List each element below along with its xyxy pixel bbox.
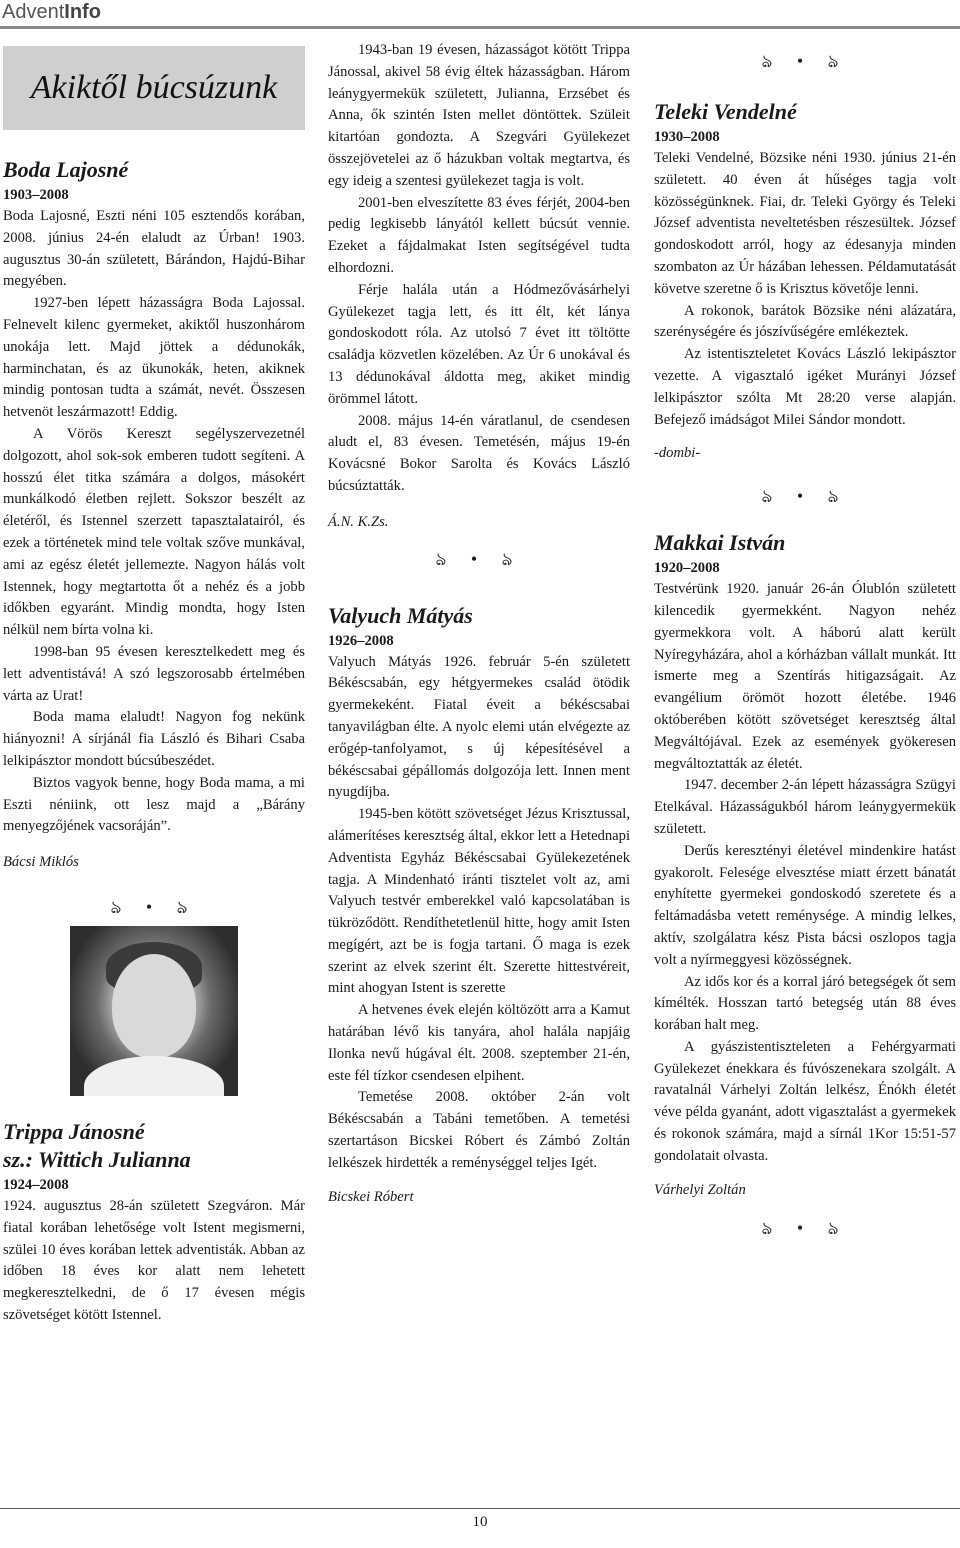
brand-part-advent: Advent — [2, 1, 65, 23]
paragraph: Férje halála után a Hódmezővásárhelyi Gyülekezet tagja lett, és itt élt, két lánya gondoskodott róla. Az utolsó 7 évet itt töltötte családja közvetlen közelében. Az Úr 6 unokával és 13 dédunokával áldotta meg, akiket mindig örömmel látott. — [328, 281, 630, 407]
ornament-divider: ঌ • ঌ — [435, 548, 523, 569]
paragraph: Az istentiszteletet Kovács László lekipásztor vezette. A vigasztaló igéket Murányi József lelkipásztor szólta Mt 28:20 verse alapján. Befejező imádságot Milei Sándor mondott. — [654, 346, 956, 428]
paragraph: 1924. augusztus 28-án született Szegváron. Már fiatal korában lehetősége volt Istent megismerni, szülei 10 éves korában lettek adventisták. Abban az időben 18 éves kor alatt nem lehetett megkeresztelkedni, de ő 17 évesen mégis szövetséget kötött Istennel. — [3, 1197, 305, 1323]
paragraph: 2008. május 14-én váratlanul, de csendesen aludt el, 83 évesen. Temetésén, május 19-én Kovácsné Bokor Sarolta és Kovács László búcsúztatták. — [328, 412, 630, 494]
ornament-divider: ঌ • ঌ — [761, 486, 849, 507]
column-2 — [328, 40, 630, 1208]
masthead — [0, 0, 960, 26]
portrait-collar — [84, 1056, 224, 1096]
obituary-years: 1926–2008 — [328, 632, 394, 649]
brand-logo — [2, 0, 101, 24]
paragraph: 1947. december 2-án lépett házasságra Szügyi Etelkával. Házasságukból három leánygyermekük született. — [654, 777, 956, 837]
section-banner — [3, 46, 305, 130]
section-title: Akiktől búcsúzunk — [30, 69, 278, 107]
column-1 — [3, 40, 305, 1327]
paragraph: 2001-ben elveszítette 83 éves férjét, 2004-ben pedig legkisebb lányától kellett búcsút vennie. Ezeket a fájdalmakat Isten segítségével tudta elhordozni. — [328, 194, 630, 276]
ornament-divider: ঌ • ঌ — [761, 51, 849, 71]
signature: -dombi- — [654, 445, 701, 462]
obituary-name: Teleki Vendelné — [654, 99, 797, 124]
page-number: 10 — [472, 1514, 488, 1530]
portrait-photo — [70, 926, 238, 1096]
paragraph: A Vörös Kereszt segélyszervezetnél dolgozott, ahol sok-sok emberen tudott segíteni. A hosszú élet titka számára a dolgos, másokért munkálkodó életben rejlett. Sokszor beszélt az életéről, és Istennel szerzett tapasztalatairól, és ezek a történetek mind tele voltak szőve munkával, ami az egész életét jellemezte. Nagyon hálás volt Istennek, hogy megtartotta őt a nehéz és a jobb időkben egyaránt. Mindig mondta, hogy Isten nélkül nem bírta volna ki. — [3, 425, 305, 639]
paragraph: Derűs keresztényi életével mindenkire hatást gyakorolt. Felesége elvesztése miatt érzett bánatát enyhítette gyermekei gondoskodó szeretete és a feltámadásba vetett reménysége. A mindig lelkes, aktív, szolgálatra kész Pista bácsi oszlopos tagja volt a nyírmeggyesi közösségnek. — [654, 842, 956, 968]
footer-rule — [0, 1508, 960, 1509]
portrait-face — [112, 954, 196, 1058]
obituary-years: 1920–2008 — [654, 560, 720, 577]
paragraph: Boda Lajosné, Eszti néni 105 esztendős korában, 2008. június 24-én elaludt az Úrban! 1903. augusztus 30-án született, Bárándon, Hajdú-Bihar megyében. — [3, 208, 305, 290]
signature: Bicskei Róbert — [328, 1188, 414, 1205]
brand-part-info: Info — [64, 1, 101, 23]
signature: Bácsi Miklós — [3, 854, 79, 871]
obituary-years: 1903–2008 — [3, 187, 69, 203]
column-3 — [654, 40, 956, 1239]
header-rule — [0, 26, 960, 29]
paragraph: Biztos vagyok benne, hogy Boda mama, a mi Eszti néniink, ott lesz majd a „Bárány menyegzőjének vacsoráján”. — [3, 774, 305, 835]
signature: Á.N. K.Zs. — [328, 513, 389, 530]
paragraph: 1927-ben lépett házasságra Boda Lajossal. Felnevelt kilenc gyermeket, akiktől huszonhárom unokája lett. Majd jöttek a dédunokák, harminchatan, és az ükunokák, heten, akiknek mindig pontosan tudta a számát, nevét. Összesen hetvenöt leszármazott! Eddig. — [3, 295, 305, 421]
obituary-years: 1930–2008 — [654, 129, 720, 145]
paragraph: Valyuch Mátyás 1926. február 5-én született Békéscsabán, egy hétgyermekes család ötödik gyermekeként. Fiatal éveit a békéscsabai tanyavilágban élte. A nyolc elemi után elvégezte az erőgép-tanfolyamot, s új képesítésével a békéscsabai gépállomás dolgozója lett. Innen ment nyugdíjba. — [328, 653, 630, 801]
paragraph: Temetése 2008. október 2-án volt Békéscsabán a Tabáni temetőben. A temetési szertartáson Bicskei Róbert és Zámbó Zoltán lelkészek hirdették a reménységgel teljes Igét. — [328, 1089, 630, 1171]
obituary-name: Makkai István — [654, 530, 786, 556]
obituary-name-birth: sz.: Wittich Julianna — [3, 1146, 191, 1172]
paragraph: A rokonok, barátok Bözsike néni alázatára, szerénységére és jószívűségére emlékeztek. — [654, 302, 956, 341]
signature: Várhelyi Zoltán — [654, 1181, 746, 1198]
paragraph: A gyászistentiszteleten a Fehérgyarmati Gyülekezet énekkara és fúvószenekara szolgált. A ravatalnál Várhelyi Zoltán lelkész, Énókh életét véve példa gyanánt, adott vigasztalást a gyermekek és rokonok számára, majd a sírnál 1Kor 15:51-57 gondolatait olvasta. — [654, 1038, 956, 1164]
obituary-name: Trippa Jánosné — [3, 1118, 145, 1144]
ornament-divider: ঌ • ঌ — [761, 1218, 849, 1239]
paragraph: A hetvenes évek elején költözött arra a Kamut határában lévő kis tanyára, ahol halála napjáig Ilonka nevű húgával élt. 2008. szeptember 21-én, este fél tízkor csendesen elpihent. — [328, 1002, 630, 1084]
obituary-name: Boda Lajosné — [3, 157, 129, 182]
paragraph: 1998-ban 95 évesen keresztelkedett meg és lett adventistává! A szó legszorosabb értelmében várta az Urat! — [3, 643, 305, 704]
ornament-divider: ঌ • ঌ — [110, 896, 198, 917]
obituary-years: 1924–2008 — [3, 1176, 69, 1193]
paragraph: 1943-ban 19 évesen, házasságot kötött Trippa Jánossal, akivel 58 évig éltek házasságban. Három leánygyermekük született, Julianna, Erzsébet és Anna, ők szintén Isten mellet döntöttek. Szüleit kitartóan gondozta. A Szegvári Gyülekezet összejövetelei az ő házukban voltak megtartva, és egy ideig a szentesi gyülekezet tagja is volt. — [328, 42, 630, 189]
paragraph: Testvérünk 1920. január 26-án Ólublón született kilencedik gyermekként. Nagyon nehéz gyermekkora volt. A háború alatt került Nyíregyházára, ahol a kórházban vállalt munkát. Itt ismerte meg a Szentírás hitigazságait. Az evangélium örömöt hozott életébe. 1946 októberében kötött szövetséget keresztség által Megváltójával. Ezek az események gyökeresen megváltoztatták az életét. — [654, 581, 956, 772]
obituary-name: Valyuch Mátyás — [328, 602, 473, 628]
paragraph: Az idős kor és a korral járó betegségek őt sem kímélték. Hosszan tartó betegség után 88 éves korában halt meg. — [654, 973, 956, 1034]
paragraph: 1945-ben kötött szövetséget Jézus Krisztussal, alámerítéses keresztség által, ekkor lett a Hetednapi Adventista Egyház Békéscsabai Gyülekezetének tagja. A Mindenható iránti tisztelet volt az, ami Valyuch testvér emberekkel való kapcsolatában is tükröződött. Rendíthetetlenül hitte, hogy amit Isten megígért, azt be is fogja tartani. Ő maga is ezek szerint az elvek szerint élt. Szerette hittestvéreit, mint ahogyan Istent is szerette — [328, 806, 630, 997]
paragraph: Boda mama elaludt! Nagyon fog nekünk hiányozni! A sírjánál fia László és Bihari Csaba lelkipásztor mondott búcsúbeszédet. — [3, 709, 305, 769]
paragraph: Teleki Vendelné, Bözsike néni 1930. június 21-én született. 40 éven át hűséges tagja volt közösségünknek. Fiai, dr. Teleki György és Teleki József adventista neveltetésben részesültek. József gondoskodott arról, hogy az édesanyja minden szombaton az Úr házában lehessen. Példamutatását követve szeretne ő is Krisztus követője lenni. — [654, 150, 956, 297]
